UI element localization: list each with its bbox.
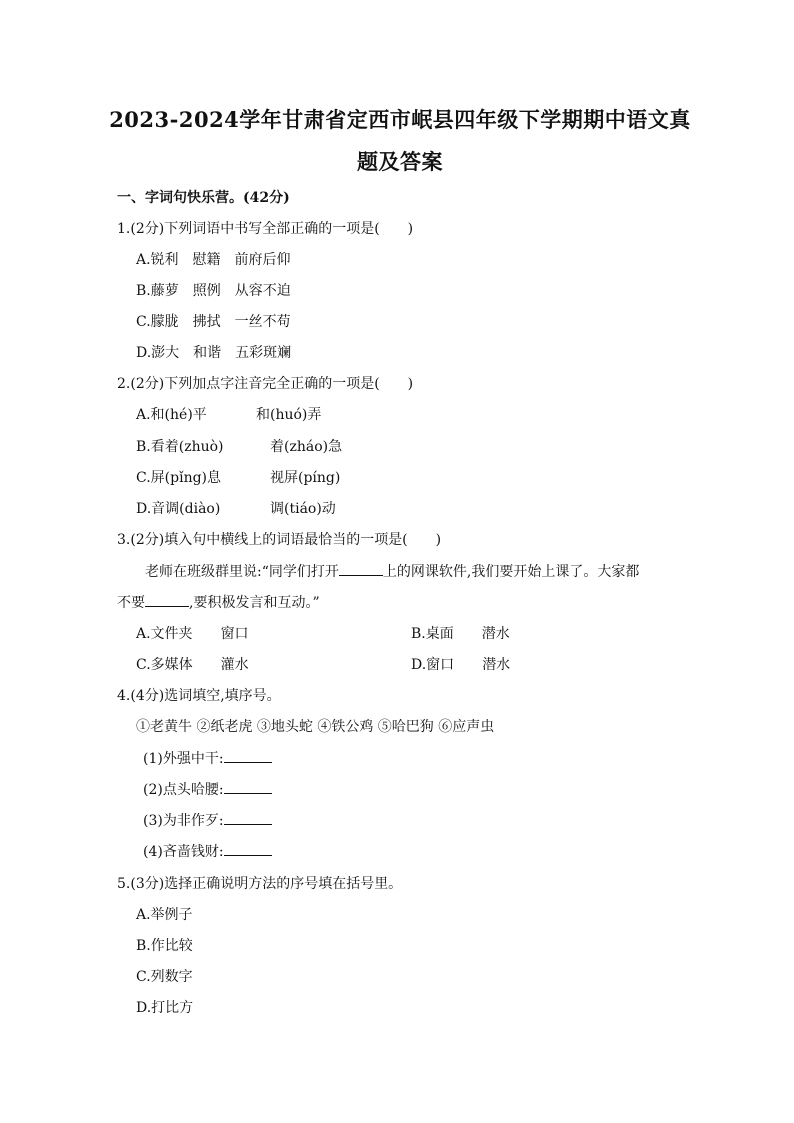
- fill-item-3: [143, 810, 272, 830]
- option-c: C.列数字: [136, 969, 193, 985]
- option-b: B.作比较: [136, 938, 193, 954]
- passage-text: 老师在班级群里说:“同学们打开: [145, 564, 339, 580]
- item-label: (2)点头哈腰:: [143, 782, 224, 798]
- item-label: (1)外强中干:: [143, 751, 224, 767]
- option-b: B.藤萝 照例 从容不迫: [136, 283, 291, 299]
- option-word: 窗口: [220, 626, 249, 642]
- option-a: [136, 623, 249, 643]
- option-c-right: 视屏(píng): [270, 470, 341, 486]
- option-label: A.文件夹: [136, 626, 193, 642]
- option-b-left: B.看着(zhuò): [136, 439, 224, 455]
- option-d-right: 调(tiáo)动: [270, 501, 336, 517]
- passage-text: ,要积极发言和互动。”: [189, 595, 320, 611]
- passage-line-2: [117, 592, 320, 612]
- option-word: 潜水: [482, 657, 511, 673]
- answer-blank: [224, 748, 272, 763]
- option-a: A.锐利 慰籍 前府后仰: [136, 252, 291, 268]
- word-choices: ①老黄牛 ②纸老虎 ③地头蛇 ④铁公鸡 ⑤哈巴狗 ⑥应声虫: [136, 719, 495, 735]
- option-c-left: C.屏(pǐng)息: [136, 470, 222, 486]
- passage-text: 上的网课软件,我们要开始上课了。大家都: [382, 564, 640, 580]
- answer-blank: [224, 841, 272, 856]
- option-c: [136, 654, 249, 674]
- title-line-1: 2023-2024学年甘肃省定西市岷县四年级下学期期中语文真: [109, 107, 691, 132]
- option-label: B.桌面: [411, 626, 454, 642]
- option-d-left: D.音调(diào): [136, 501, 221, 517]
- question-stem: 3.(2分)填入句中横线上的词语最恰当的一项是( ): [117, 532, 442, 548]
- option-a-right: 和(huó)弄: [256, 407, 322, 423]
- item-label: (3)为非作歹:: [143, 813, 224, 829]
- fill-item-4: [143, 841, 272, 861]
- question-stem: 4.(4分)选词填空,填序号。: [117, 688, 281, 704]
- fill-item-2: [143, 779, 272, 799]
- option-b: [411, 623, 510, 643]
- option-c: C.朦胧 拂拭 一丝不苟: [136, 314, 291, 330]
- option-d: D.澎大 和谐 五彩斑斓: [136, 345, 292, 361]
- option-d: [411, 654, 510, 674]
- fill-blank: [145, 592, 189, 607]
- title-line-2: 题及答案: [357, 149, 443, 174]
- option-d: D.打比方: [136, 1000, 194, 1016]
- option-label: C.多媒体: [136, 657, 193, 673]
- option-a-left: A.和(hé)平: [136, 407, 207, 423]
- option-label: D.窗口: [411, 657, 455, 673]
- answer-blank: [224, 779, 272, 794]
- answer-blank: [224, 810, 272, 825]
- question-stem: 1.(2分)下列词语中书写全部正确的一项是( ): [117, 221, 414, 237]
- option-a: A.举例子: [136, 907, 193, 923]
- section-heading: 一、字词句快乐营。(42分): [117, 190, 290, 206]
- item-label: (4)吝啬钱财:: [143, 844, 224, 860]
- question-stem: 2.(2分)下列加点字注音完全正确的一项是( ): [117, 376, 414, 392]
- option-word: 灌水: [220, 657, 249, 673]
- option-word: 潜水: [481, 626, 510, 642]
- passage-text: 不要: [117, 595, 145, 611]
- fill-blank: [339, 561, 383, 576]
- fill-item-1: [143, 748, 272, 768]
- option-b-right: 着(zháo)急: [270, 439, 343, 455]
- passage-line-1: [145, 561, 639, 581]
- question-stem: 5.(3分)选择正确说明方法的序号填在括号里。: [117, 876, 403, 892]
